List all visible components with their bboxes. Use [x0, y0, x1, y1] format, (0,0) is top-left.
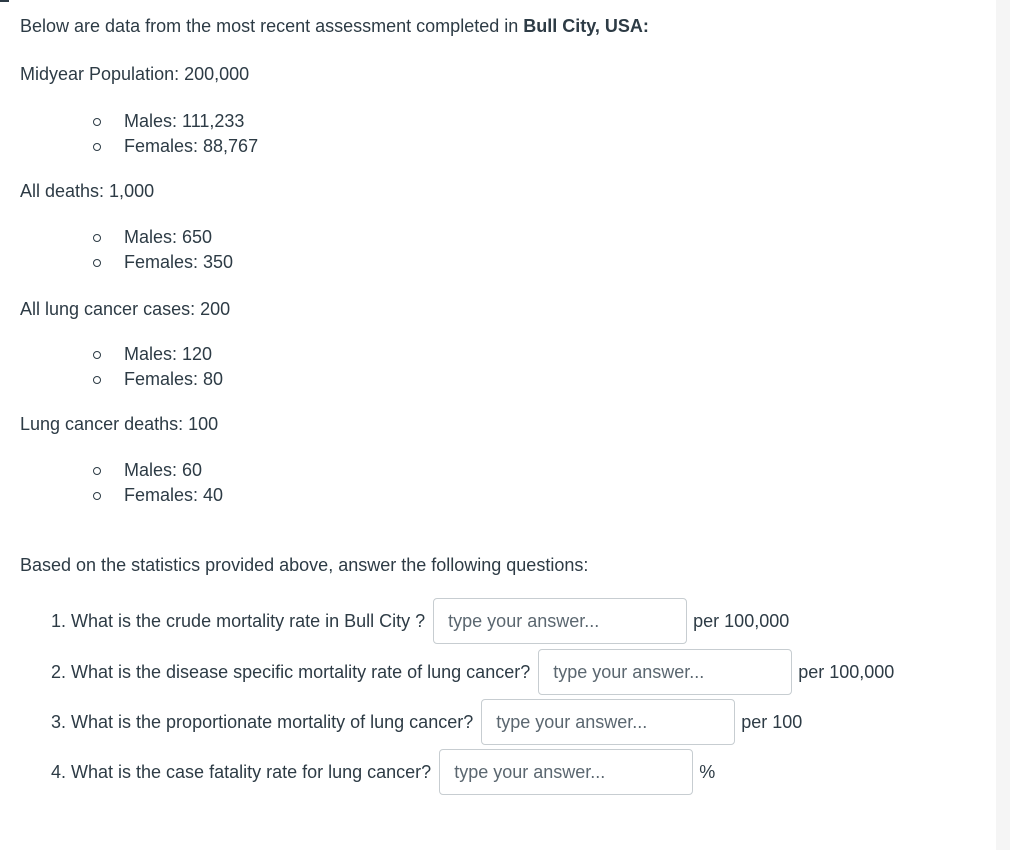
- stat-heading: All deaths: 1,000: [20, 181, 155, 201]
- stat-block-deaths: [20, 179, 233, 275]
- list-item: Females: 80: [90, 367, 230, 392]
- list-item: Females: 88,767: [90, 134, 258, 159]
- answer-unit: %: [699, 761, 716, 782]
- answer-input-4[interactable]: [439, 749, 693, 795]
- answer-input-1[interactable]: [433, 598, 687, 644]
- list-item: Males: 120: [90, 342, 230, 367]
- intro-place: Bull City, USA:: [523, 16, 649, 36]
- corner-mark: [0, 0, 9, 2]
- question-text: 3. What is the proportionate mortality of lung cancer?: [51, 711, 474, 732]
- intro-prefix: Below are data from the most recent assessment completed in: [20, 16, 524, 36]
- stat-breakdown-list: [20, 225, 233, 275]
- answer-input-2[interactable]: [538, 649, 792, 695]
- answer-input-3[interactable]: [481, 699, 735, 745]
- questions-intro: Based on the statistics provided above, answer the following questions:: [20, 555, 589, 575]
- list-item: Males: 60: [90, 458, 223, 483]
- stat-heading: All lung cancer cases: 200: [20, 299, 231, 319]
- answer-unit: per 100: [741, 711, 803, 732]
- question-text: 4. What is the case fatality rate for lung cancer?: [51, 761, 432, 782]
- stat-heading: Midyear Population: 200,000: [20, 64, 250, 84]
- stat-breakdown-list: [20, 458, 223, 508]
- list-item: Females: 40: [90, 483, 223, 508]
- stat-breakdown-list: [20, 109, 258, 159]
- stat-block-lung-cancer-deaths: [20, 412, 223, 508]
- stat-block-lung-cancer-cases: [20, 297, 230, 392]
- question-text: 1. What is the crude mortality rate in Bull City ?: [51, 610, 426, 631]
- intro-text: [20, 14, 649, 38]
- question-row-1: [51, 598, 789, 644]
- stat-heading: Lung cancer deaths: 100: [20, 414, 219, 434]
- answer-unit: per 100,000: [798, 661, 895, 682]
- question-text: 2. What is the disease specific mortality rate of lung cancer?: [51, 661, 531, 682]
- list-item: Males: 650: [90, 225, 233, 250]
- page-scroll-gutter: [996, 0, 1010, 850]
- question-row-2: [51, 649, 894, 695]
- question-row-4: [51, 749, 715, 795]
- question-row-3: [51, 699, 802, 745]
- list-item: Females: 350: [90, 250, 233, 275]
- list-item: Males: 111,233: [90, 109, 258, 134]
- stat-breakdown-list: [20, 342, 230, 392]
- answer-unit: per 100,000: [693, 610, 790, 631]
- stat-block-population: [20, 62, 258, 159]
